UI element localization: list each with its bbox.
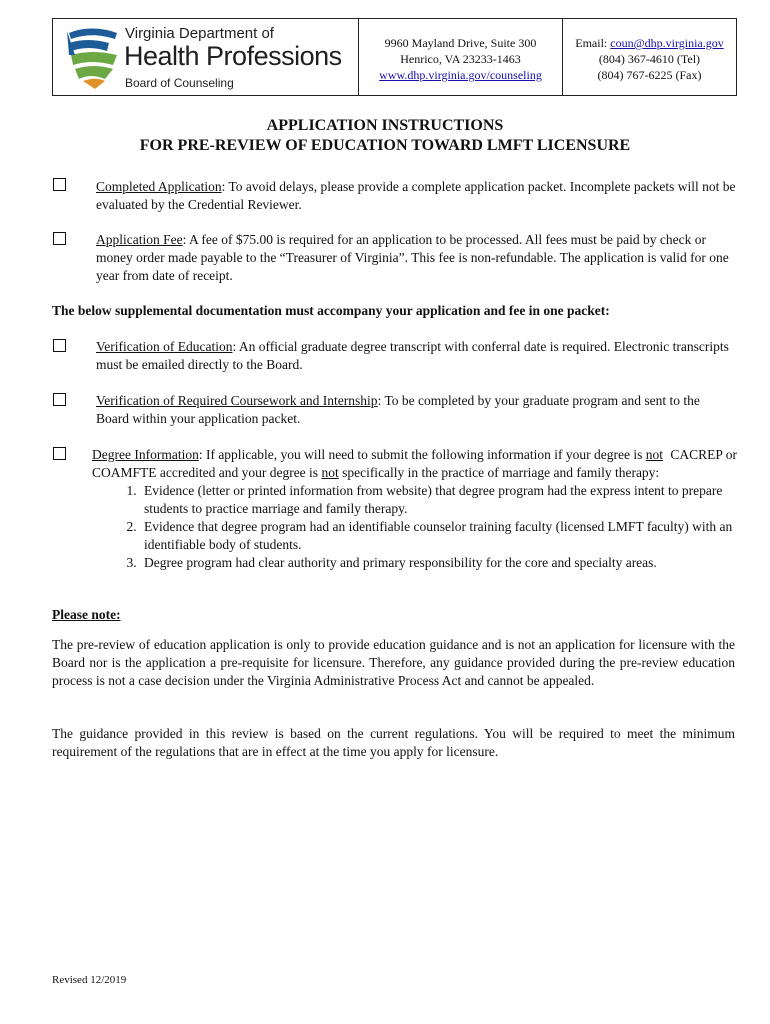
degree-text-b: CACREP or COAMFTE accredited and your degree is xyxy=(92,447,738,480)
verification-education-text: : An official graduate degree transcript with conferral date is required. Electronic transcripts must be emailed directly to the Board. xyxy=(96,339,729,372)
application-fee-label: Application Fee xyxy=(96,232,183,247)
verification-education-label: Verification of Education xyxy=(96,339,233,354)
email-link[interactable]: coun@dhp.virginia.gov xyxy=(610,36,724,50)
email-label: Email: xyxy=(575,36,611,50)
note-paragraph-1: The pre-review of education application is only to provide education guidance and is not an application for licensure with the Board nor is the application a pre-requisite for licensure. Therefore, any guidance provided during the pre-review education process is not a case decision under the Virginia Administrative Process Act and cannot be appealed. xyxy=(52,637,735,688)
address-block xyxy=(359,19,563,95)
contact-block xyxy=(563,19,736,95)
degree-text-a: : If applicable, you will need to submit the following information if your degree is xyxy=(198,447,646,462)
page-subtitle: FOR PRE-REVIEW OF EDUCATION TOWARD LMFT LICENSURE xyxy=(139,137,631,154)
logo-line-2: Health Professions xyxy=(124,41,342,71)
address-line-2: Henrico, VA 23233-1463 xyxy=(400,52,521,66)
verification-coursework-checkbox[interactable] xyxy=(53,393,66,406)
letterhead xyxy=(52,18,737,96)
application-fee-checkbox[interactable] xyxy=(53,232,66,245)
website-link[interactable]: www.dhp.virginia.gov/counseling xyxy=(379,68,542,82)
list-item: 1. Evidence (letter or printed information from website) that degree program had the express intent to prepare students to practice marriage and family therapy. xyxy=(140,482,737,518)
list-item: 2. Evidence that degree program had an identifiable counselor training faculty (licensed LMFT faculty) with an identifiable body of students. xyxy=(140,518,737,554)
telephone: (804) 367-4610 (Tel) xyxy=(598,52,701,66)
degree-not-1: not xyxy=(645,447,663,462)
completed-application-text: : To avoid delays, please provide a complete application packet. Incomplete packets will not be evaluated by the Credential Reviewer. xyxy=(96,179,736,212)
revised-date: Revised 12/2019 xyxy=(52,974,127,986)
page-title: APPLICATION INSTRUCTIONS xyxy=(266,117,504,134)
note-paragraph-2: The guidance provided in this review is based on the current regulations. You will be required to meet the minimum requirement of the regulations that are in effect at the time you apply for licensure. xyxy=(52,726,735,759)
please-note-heading: Please note: xyxy=(52,607,121,622)
verification-education-checkbox[interactable] xyxy=(53,339,66,352)
degree-information-item xyxy=(92,446,737,572)
dhp-emblem-icon xyxy=(65,25,121,91)
verification-education-item xyxy=(96,338,736,374)
completed-application-item xyxy=(96,178,736,214)
completed-application-checkbox[interactable] xyxy=(53,178,66,191)
list-item: 3. Degree program had clear authority and primary responsibility for the core and specialty areas. xyxy=(140,554,737,572)
verification-coursework-text: : To be completed by your graduate program and sent to the Board within your application packet. xyxy=(96,393,700,426)
supplemental-heading: The below supplemental documentation must accompany your application and fee in one packet: xyxy=(52,303,610,318)
completed-application-label: Completed Application xyxy=(96,179,222,194)
degree-text-c: specifically in the practice of marriage and family therapy: xyxy=(338,465,660,480)
application-fee-item xyxy=(96,231,736,285)
address-line-1: 9960 Mayland Drive, Suite 300 xyxy=(384,36,537,50)
fax: (804) 767-6225 (Fax) xyxy=(597,68,702,82)
degree-requirements-list xyxy=(92,482,737,572)
application-fee-text: : A fee of $75.00 is required for an application to be processed. All fees must be paid by check or money order made payable to the “Treasurer of Virginia”. This fee is non-refundable. The application is valid for one year from date of receipt. xyxy=(96,232,729,283)
dhp-logo xyxy=(53,19,359,95)
logo-line-1: Virginia Department of xyxy=(125,25,274,42)
verification-coursework-item xyxy=(96,392,736,428)
degree-information-checkbox[interactable] xyxy=(53,447,66,460)
degree-not-2: not xyxy=(321,465,339,480)
verification-coursework-label: Verification of Required Coursework and Internship xyxy=(96,393,378,408)
logo-line-3: Board of Counseling xyxy=(125,76,234,90)
degree-information-label: Degree Information xyxy=(92,447,199,462)
